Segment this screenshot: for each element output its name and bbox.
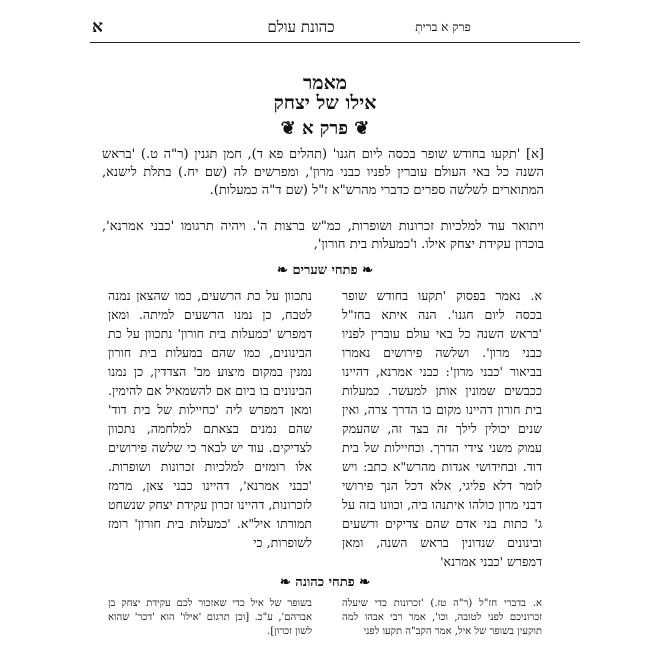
footnote-column-right: א. בדברי חז"ל (ר"ה טז.) 'זכרונות כדי שיעלה זכרוניכם לפני לטובה, וכו', אמר רבי אבהו למה תוקעין בשופר של איל, אמר הקב"ה תקעו לפני [342, 598, 542, 637]
intro-paragraph-2: ויתואר עוד למלכיות זכרונות ושופרות, כמ"ש ברצות ה'. ויהיה תרגומו 'כבני אמרנא', בוכרון עקידת יצחק אילו. ו'כמעלות בית חורון', [102, 219, 544, 252]
running-title: כהונת עולם [267, 18, 335, 36]
body-column-left: נתכוון על כת הרשעים, כמו שהצאן נמנה לטבח, כן נמנו הרשעים למיתה. ומאן דמפרש 'כמעלות בית חורון' נתכוון על כת הבינונים, כמו שהם במעלות בית חורון נמנין במקום מיצוע מב' הצדדין, כן נמנו הבינונים בו ביום אם להשמאיל אם להימין. ומאן דמפרש ליה 'כחיילות של בית דוד' שהם נמנים בצאתם למלחמה, נתכוון לצדיקים. עוד יש לבאר כי שלשה פירושים אלו רומזים למלכיות זכרונות ושופרות. 'כבני אמרנא', דהיינו כבני צאן, מרמז לזכרונות, דהיינו זכרון עקידת יצחק שנשחט תמורתו איל"א. 'כמעלות בית חורון' רומז לשופרות, כי [108, 288, 312, 550]
section-heading-1: ❧ פתחי שערים ❧ [277, 263, 373, 278]
essay-title-line2: אילו של יצחק [273, 92, 377, 114]
header-rule [90, 42, 580, 43]
page-number: א [92, 17, 103, 37]
chapter-heading: ❦ פרק א ❦ [280, 118, 370, 139]
body-column-right: א. נאמר בפסוק 'תקעו בחודש שופר בכסה ליום חגנו'. הנה איתא בחז"ל 'בראש השנה כל באי עולם עוברין לפניו כבני מרון'. ושלשה פירושים נאמרו בביאור 'כבני מרון': כבני אמרנא, דהיינו ככבשים שמונין אותן למעשר. כמעלות בית חורון דהיינו מקום בו הדרך צרה, ואין שנים יכולין לילך זה בצד זה, שהעמק עמוק משני צידי הדרך. וכחיילות של בית דוד. ובחידושי אגדות מהרש"א כתב: ויש לומר דלא פליגי, אלא דכל הנך פירושי דבני מרון כולהו איתנהו ביה, וכוונו בזה על ג' כתות בני אדם שהם צדיקים ורשעים ובינונים שנדונין בראש השנה, ומאן דמפרש 'כבני אמרנא' [342, 288, 542, 569]
running-section: פרק א בריתְ [415, 20, 471, 34]
section-heading-2: ❧ פתחי כהונה ❧ [279, 575, 371, 590]
intro-paragraph-1: [א] 'תקעו בחודש שופר בכסה ליום חגנו' (תהלים פא ד), חמן תגנין (ר"ה ט.) 'בראש השנה כל באי העולם עוברין לפניו כבני מרון', ומפרשים לה (שם יח.) בתלת לישנא, המתוארים לשלשה ספרים כדברי מהרש"א ז"ל (שם ד"ה כמעלות). [102, 147, 544, 198]
footnote-column-left: בשופר של איל כדי שאזכור לכם עקידת יצחק בן אברהם', ע"כ. [וכן תרגום 'אילו' הוא 'דכר' שהוא לשון זכרון]. [108, 598, 312, 637]
essay-title-line1: מאמר [302, 72, 348, 94]
